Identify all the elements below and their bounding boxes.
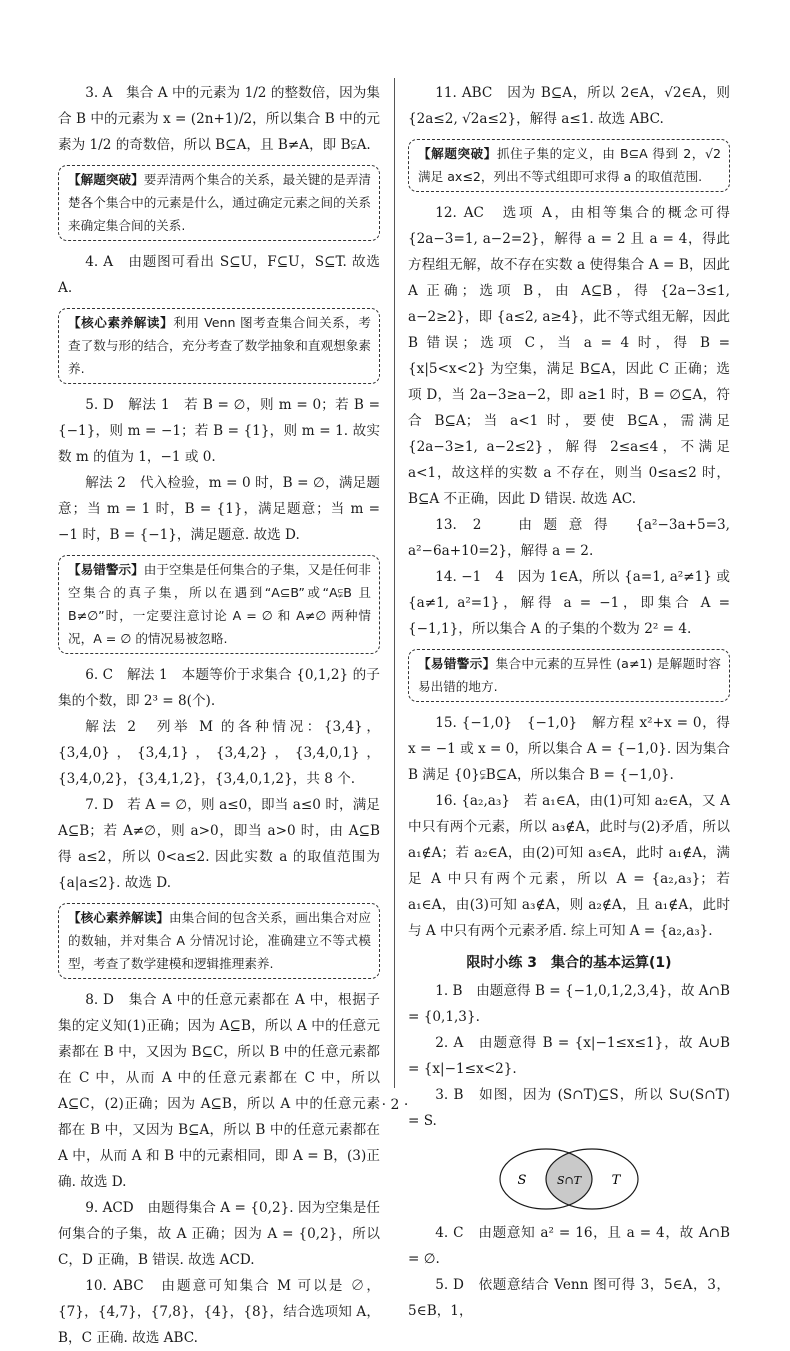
tip-box [58, 555, 380, 654]
tip-box [408, 139, 730, 192]
venn-label-s: S [517, 1173, 527, 1188]
tip-box-text: 抓住子集的定义，由 B⊆A 得到 2，√2 满足 ax≤2，列出不等式组即可求得 a 的取值范围. [418, 146, 722, 184]
answer-paragraph: 12. AC 选项 A，由相等集合的概念可得 {2a−3=1, a−2=2}，解得 a = 2 且 a = 4，得此方程组无解，故不存在实数 a 使得集合 A = B，因此 A 正确；选项 B，由 A⊆B，得 {2a−3≤1, a−2≥2}，即 {a≤2, a≥4}，此不等式组无解，因此 B 错误；选项 C，当 a = 4 时，得 B = {x|5<x<2} 为空集，满足 B⊆A，因此 C 正确；选项 D，当 2a−3≥a−2，即 a≥1 时，B = ∅⊆A，符合 B⊆A；当 a<1 时，要使 B⊆A，需满足 {2a−3≥1, a−2≤2}，解得 2≤a≤4，不满足 a<1，故这样的实数 a 不存在，则当 0≤a≤2 时，B⊆A 不正确，因此 D 错误. 故选 AC. [408, 205, 730, 507]
answer-paragraph: 1. B 由题意得 B = {−1,0,1,2,3,4}，故 A∩B = {0,1,3}. [408, 983, 730, 1025]
venn-label-intersection: S∩T [556, 1174, 582, 1187]
tip-box-tag: 【解题突破】 [418, 146, 497, 161]
answer-paragraph: 6. C 解法 1 本题等价于求集合 {0,1,2} 的子集的个数，即 2³ = 8(个). [58, 667, 380, 709]
answer-paragraph: 3. B 如图，因为 (S∩T)⊆S，所以 S∪(S∩T) = S. [408, 1087, 730, 1129]
tip-box-tag: 【易错警示】 [68, 562, 144, 577]
venn-diagram [494, 1144, 644, 1214]
section-title: 限时小练 3 集合的基本运算(1) [466, 955, 672, 971]
venn-label-t: T [611, 1173, 621, 1188]
tip-box-text: 由于空集是任何集合的子集，又是任何非空集合的真子集，所以在遇到“A⊆B”或“A⫋B 且 B≠∅”时，一定要注意讨论 A = ∅ 和 A≠∅ 两种情况，A = ∅ 的情况易被忽略. [68, 562, 372, 646]
tip-box-tag: 【核心素养解读】 [68, 910, 170, 925]
answer-paragraph: 16. {a₂,a₃} 若 a₁∈A，由(1)可知 a₂∈A，又 A 中只有两个元素，所以 a₃∉A，此时与(2)矛盾，所以 a₁∉A；若 a₂∈A，由(2)可知 a₃∈A，此时 a₁∉A，满足 A 中只有两个元素，所以 A = {a₂,a₃}；若 a₁∈A，由(3)可知 a₃∉A，则 a₂∉A，且 a₁∉A，此时与 A 中只有两个元素矛盾. 综上可知 A = {a₂,a₃}. [408, 793, 730, 939]
answer-paragraph: 9. ACD 由题得集合 A = {0,2}. 因为空集是任何集合的子集，故 A 正确；因为 A = {0,2}，所以 C，D 正确，B 错误. 故选 ACD. [58, 1200, 380, 1268]
column-divider [394, 78, 395, 1088]
tip-box [408, 649, 730, 702]
right-column [408, 80, 730, 1324]
answer-paragraph: 5. D 依题意结合 Venn 图可得 3，5∈A，3，5∈B，1， [408, 1277, 730, 1319]
answer-paragraph: 7. D 若 A = ∅，则 a≤0，即当 a≤0 时，满足 A⊆B；若 A≠∅，则 a>0，即当 a>0 时，由 A⊆B 得 a≤2，所以 0<a≤2. 因此实数 a 的取值范围为 {a|a≤2}. 故选 D. [58, 797, 380, 891]
tip-box-tag: 【核心素养解读】 [68, 315, 174, 330]
answer-paragraph: 3. A 集合 A 中的元素为 1/2 的整数倍，因为集合 B 中的元素为 x = (2n+1)/2，所以集合 B 中的元素为 1/2 的奇数倍，所以 B⊆A，且 B≠A，即 B⫋A. [58, 85, 380, 153]
answer-paragraph: 4. C 由题意知 a² = 16，且 a = 4，故 A∩B = ∅. [408, 1225, 730, 1267]
tip-box-tag: 【易错警示】 [418, 656, 496, 671]
tip-box [58, 308, 380, 384]
answer-paragraph: 13. 2 由题意得 {a²−3a+5=3, a²−6a+10=2}，解得 a = 2. [408, 517, 730, 559]
answer-paragraph: 11. ABC 因为 B⊆A，所以 2∈A，√2∈A，则 {2a≤2, √2a≤2}，解得 a≤1. 故选 ABC. [408, 85, 730, 127]
answer-paragraph: 10. ABC 由题意可知集合 M 可以是 ∅，{7}，{4,7}，{7,8}，{4}，{8}，结合选项知 A，B，C 正确. 故选 ABC. [58, 1278, 380, 1346]
page-number: · 2 · [381, 1097, 409, 1113]
answer-paragraph: 解法 2 代入检验，m = 0 时，B = ∅，满足题意；当 m = 1 时，B = {1}，满足题意；当 m = −1 时，B = {−1}，满足题意. 故选 D. [58, 475, 380, 543]
answer-paragraph: 2. A 由题意得 B = {x|−1≤x≤1}，故 A∪B = {x|−1≤x<2}. [408, 1035, 730, 1077]
answer-paragraph: 解法 2 列举 M 的各种情况：{3,4}，{3,4,0}，{3,4,1}，{3,4,2}，{3,4,0,1}，{3,4,0,2}，{3,4,1,2}，{3,4,0,1,2}，共 8 个. [58, 719, 380, 787]
tip-box-text: 要弄清两个集合的关系，最关键的是弄清楚各个集合中的元素是什么，通过确定元素之间的关系来确定集合间的关系. [68, 172, 372, 233]
tip-box [58, 903, 380, 979]
answer-paragraph: 5. D 解法 1 若 B = ∅，则 m = 0；若 B = {−1}，则 m = −1；若 B = {1}，则 m = 1. 故实数 m 的值为 1，−1 或 0. [58, 397, 380, 465]
answer-paragraph: 8. D 集合 A 中的任意元素都在 A 中，根据子集的定义知(1)正确；因为 A⊆B，所以 A 中的任意元素都在 B 中，又因为 B⊆C，所以 B 中的任意元素都在 C 中，从而 A 中的任意元素都在 C 中，所以 A⊆C，(2)正确；因为 A⊆B，所以 A 中的任意元素都在 B 中，又因为 B⊆A，所以 B 中的任意元素都在 A 中，从而 A 和 B 中的元素相同，即 A = B，(3)正确. 故选 D. [58, 992, 380, 1190]
tip-box-tag: 【解题突破】 [68, 172, 144, 187]
tip-box [58, 165, 380, 241]
answer-paragraph: 4. A 由题图可看出 S⊆U，F⊆U，S⊆T. 故选 A. [58, 254, 380, 296]
tip-box-text: 由集合间的包含关系，画出集合对应的数轴，并对集合 A 分情况讨论，准确建立不等式模型，考查了数学建模和逻辑推理素养. [68, 910, 372, 971]
tip-box-text: 利用 Venn 图考查集合间关系，考查了数与形的结合，充分考查了数学抽象和直观想象素养. [68, 315, 371, 376]
left-column [58, 80, 380, 1351]
answer-paragraph: 15. {−1,0} {−1,0} 解方程 x²+x = 0，得 x = −1 或 x = 0，所以集合 A = {−1,0}. 因为集合 B 满足 {0}⫋B⊆A，所以集合 B = {−1,0}. [408, 715, 730, 783]
tip-box-text: 集合中元素的互异性 (a≠1) 是解题时容易出错的地方. [418, 656, 721, 694]
answer-paragraph: 14. −1 4 因为 1∈A，所以 {a=1, a²≠1} 或 {a≠1, a²=1}，解得 a = −1，即集合 A = {−1,1}，所以集合 A 的子集的个数为 2² = 4. [408, 569, 730, 637]
